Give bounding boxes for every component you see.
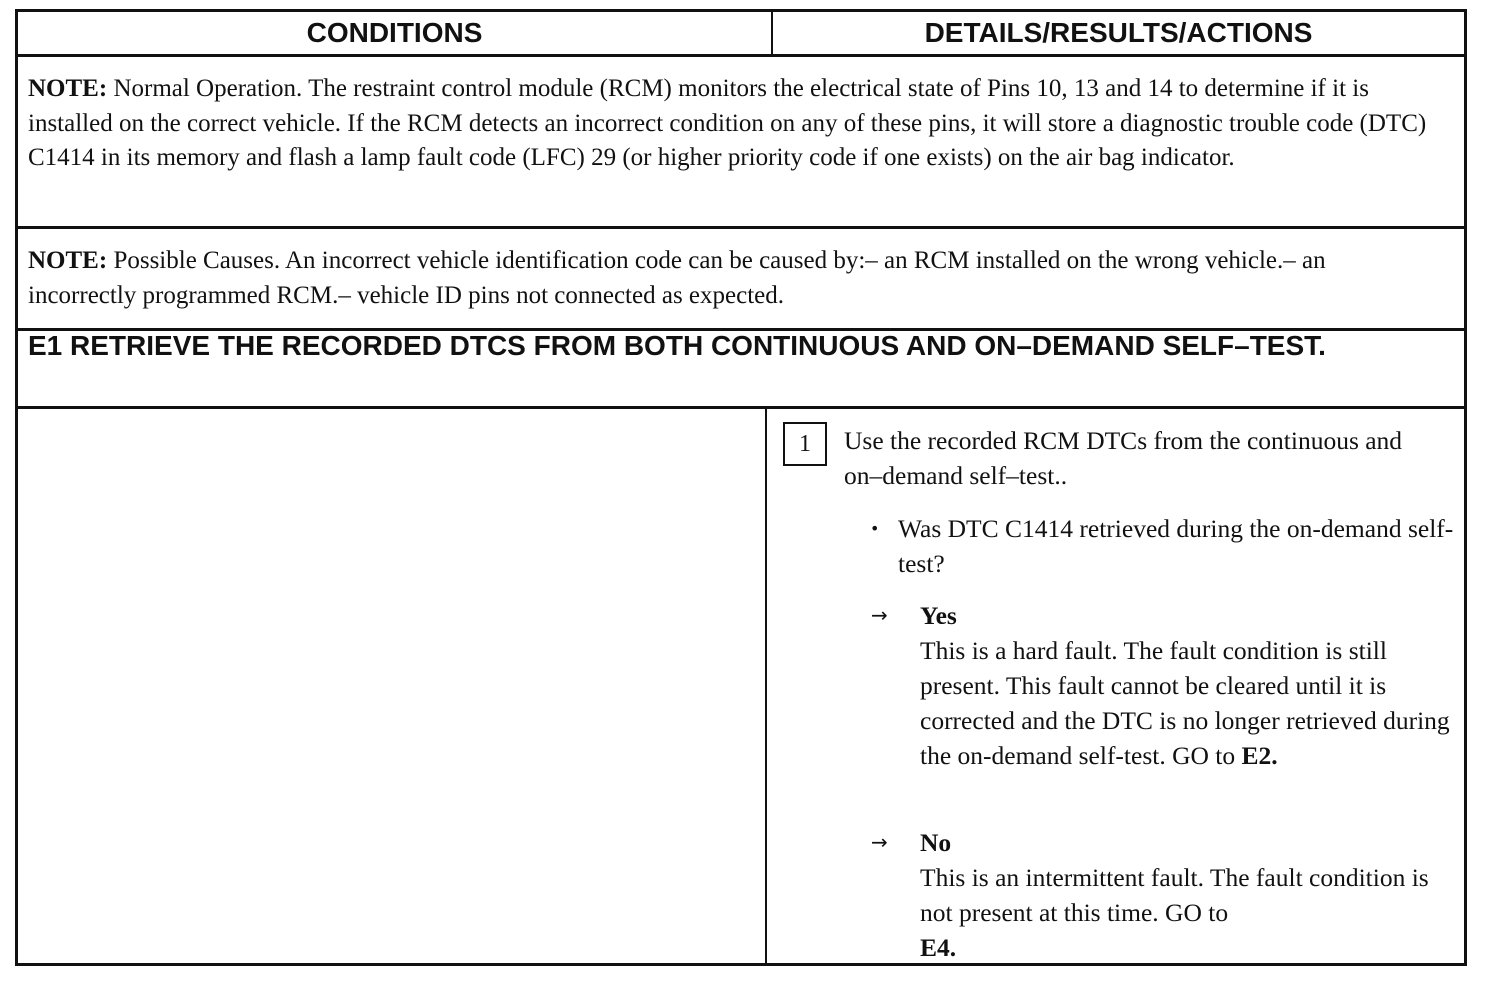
details-header: DETAILS/RESULTS/ACTIONS: [924, 17, 1313, 48]
conditions-header: CONDITIONS: [306, 17, 483, 48]
yes-goto: E2.: [1241, 741, 1278, 770]
header-rule: [18, 54, 1464, 57]
arrow-right-icon: →: [871, 603, 888, 627]
note-text: Possible Causes. An incorrect vehicle identification code can be caused by:– an RCM installed on the wrong vehicle.– an incorrectly programmed RCM.– vehicle ID pins not connected as expected.: [28, 247, 1326, 309]
yes-description: This is a hard fault. The fault condition is still present. This fault cannot be cleared until it is corrected and the DTC is no longer retrieved during the on-demand self-test. GO to: [920, 636, 1450, 770]
diagnostic-table: [15, 9, 1467, 966]
no-label: No: [920, 828, 952, 857]
no-goto: E4.: [920, 933, 957, 962]
no-description: This is an intermittent fault. The fault condition is not present at this time. GO to: [920, 863, 1429, 927]
step-number-box: 1: [783, 422, 827, 466]
yes-text: [920, 633, 1460, 773]
note-possible-causes: [28, 244, 1438, 313]
step-question: Was DTC C1414 retrieved during the on-demand self-test?: [898, 514, 1454, 578]
yes-label: Yes: [920, 601, 957, 630]
note-label: NOTE:: [28, 247, 108, 274]
note-normal-operation: [28, 72, 1448, 176]
bullet-icon: •: [870, 519, 880, 538]
no-text: [920, 860, 1460, 965]
arrow-right-icon: →: [871, 830, 888, 854]
step-instruction: Use the recorded RCM DTCs from the continuous and on–demand self–test..: [844, 426, 1403, 490]
note-label: NOTE:: [28, 75, 108, 102]
note1-rule: [18, 226, 1464, 229]
step-title: E1 RETRIEVE THE RECORDED DTCS FROM BOTH CONTINUOUS AND ON–DEMAND SELF–TEST.: [28, 330, 1326, 361]
note-text: Normal Operation. The restraint control module (RCM) monitors the electrical state of Pins 10, 13 and 14 to determine if it is installed on the correct vehicle. If the RCM detects an incorrect condition on any of these pins, it will store a diagnostic trouble code (DTC) C1414 in its memory and flash a lamp fault code (LFC) 29 (or higher priority code if one exists) on the air bag indicator.: [28, 75, 1427, 171]
body-divider: [765, 408, 767, 966]
header-divider: [771, 12, 773, 54]
step-title-rule: [18, 406, 1464, 409]
